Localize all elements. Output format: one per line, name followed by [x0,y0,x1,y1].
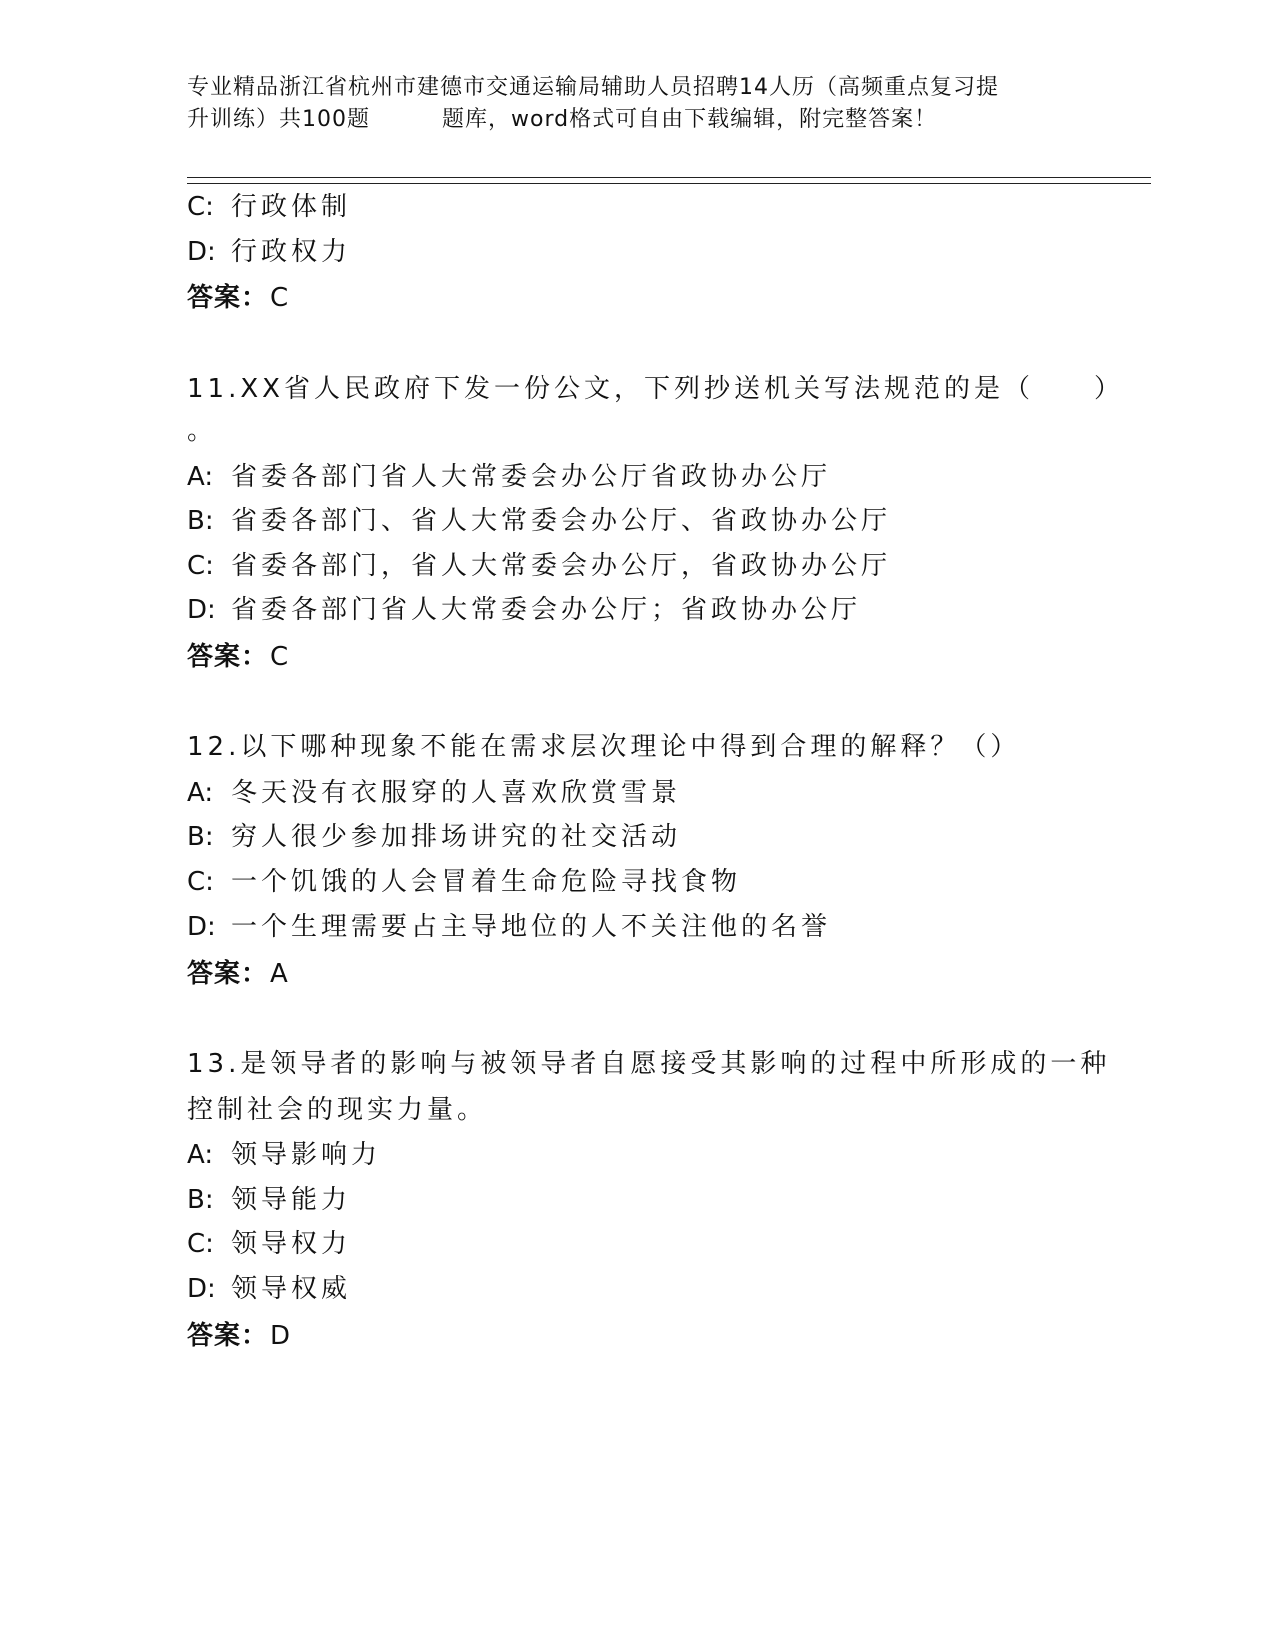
answer-line: 答案：A [187,959,289,989]
option-d: D: 省委各部门省人大常委会办公厅；省政协办公厅 [187,595,862,625]
question-13-stem-continued: 控制社会的现实力量。 [187,1095,488,1125]
option-c: C: 省委各部门，省人大常委会办公厅，省政协办公厅 [187,551,892,581]
header-line-1: 专业精品浙江省杭州市建德市交通运输局辅助人员招聘14人历（高频重点复习提 [187,75,999,100]
option-b: B: 穷人很少参加排场讲究的社交活动 [187,822,682,852]
question-11-stem-continued: 。 [187,416,218,446]
question-12-stem: 12.以下哪种现象不能在需求层次理论中得到合理的解释？（） [187,732,1021,762]
option-a: A: 领导影响力 [187,1140,382,1170]
answer-line: 答案：C [187,283,290,313]
header-rule-bottom [187,183,1151,184]
option-a: A: 冬天没有衣服穿的人喜欢欣赏雪景 [187,778,682,808]
page-header [187,72,1067,136]
header-rule-top [187,177,1151,178]
option-a: A: 省委各部门省人大常委会办公厅省政协办公厅 [187,462,832,492]
header-line-2 [187,104,1067,136]
question-11-stem: 11.XX省人民政府下发一份公文，下列抄送机关写法规范的是（ ） [187,374,1124,404]
option-d: D: 一个生理需要占主导地位的人不关注他的名誉 [187,912,832,942]
option-d: D: 领导权威 [187,1274,352,1304]
header-line-2-part-b: 题库，word格式可自由下载编辑，附完整答案！ [442,107,938,132]
option-c: C: 领导权力 [187,1229,352,1259]
option-d: D: 行政权力 [187,237,352,267]
option-b: B: 省委各部门、省人大常委会办公厅、省政协办公厅 [187,506,892,536]
question-13-stem: 13.是领导者的影响与被领导者自愿接受其影响的过程中所形成的一种 [187,1049,1111,1079]
option-c: C: 行政体制 [187,192,352,222]
option-c: C: 一个饥饿的人会冒着生命危险寻找食物 [187,867,742,897]
answer-line: 答案：D [187,1321,292,1351]
header-line-2-part-a: 升训练）共100题 [187,107,370,132]
answer-line: 答案：C [187,642,290,672]
option-b: B: 领导能力 [187,1185,352,1215]
